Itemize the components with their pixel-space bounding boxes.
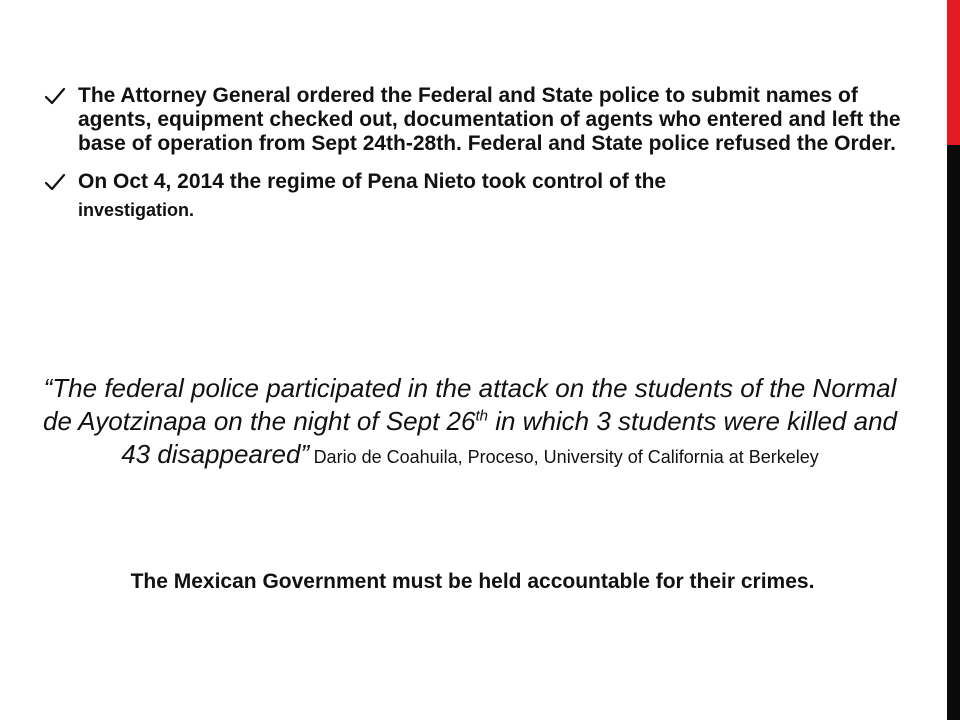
checkmark-icon	[44, 86, 66, 106]
bullet-item	[44, 170, 904, 222]
bullet-list	[44, 84, 904, 236]
bullet-text-continued: investigation.	[78, 200, 195, 220]
bullet-text: On Oct 4, 2014 the regime of Pena Nieto took control of the	[78, 170, 667, 193]
quote-attribution: Dario de Coahuila, Proceso, University of California at Berkeley	[313, 447, 819, 467]
quote-text-part1: “The federal police participated in the attack on the students of the Normal de Ayotzinapa on the night of Sept 26	[43, 373, 897, 436]
quote-superscript: th	[475, 407, 488, 425]
closing-statement: The Mexican Government must be held accountable for their crimes.	[130, 570, 815, 593]
accent-stripe-red	[947, 0, 960, 145]
quote-block	[30, 372, 910, 471]
quote-text-part2: in which 3 students were killed and 43 disappeared”	[121, 406, 897, 469]
bullet-item	[44, 84, 904, 156]
checkmark-icon	[44, 172, 66, 192]
bullet-text: The Attorney General ordered the Federal and State police to submit names of agents, equipment checked out, documentation of agents who entered and left the base of operation from Sept 24th-28th. Federal and State police refused the Order.	[78, 84, 901, 155]
accent-stripe-black	[947, 145, 960, 720]
